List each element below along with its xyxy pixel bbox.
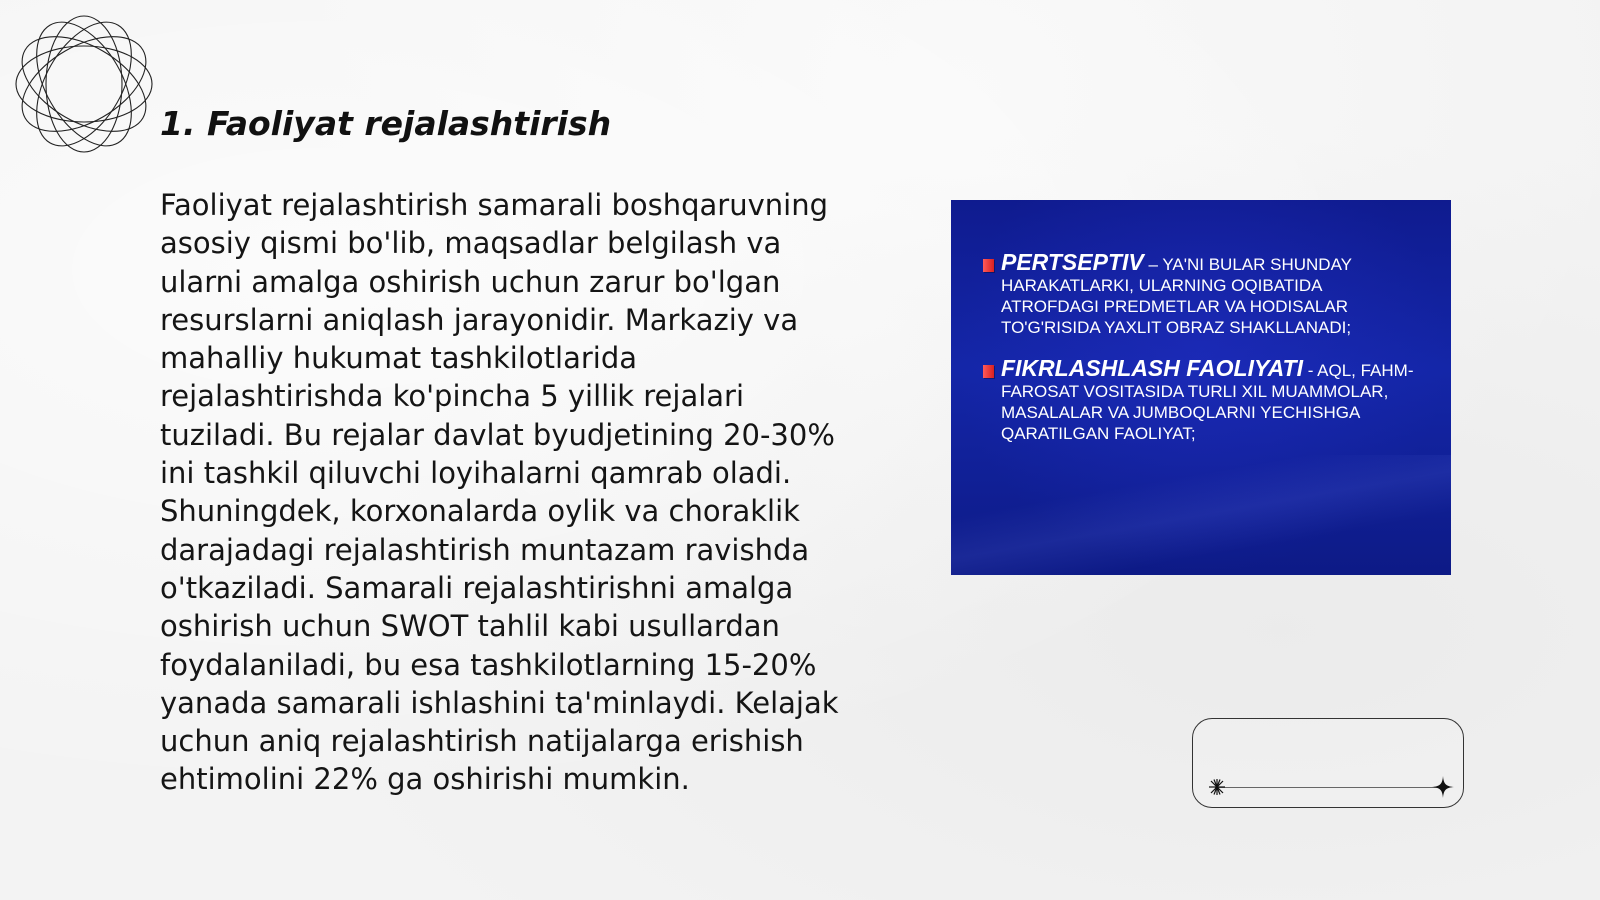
sparkle-icon: [1207, 777, 1227, 797]
bullet-description: – YA'NI BULAR SHUNDAY HARAKATLARKI, ULARNING OQIBATIDA ATROFDAGI PREDMETLAR VA HODISALAR TO'G'RISIDA YAXLIT OBRAZ SHAKLLANADI;: [1001, 255, 1352, 337]
circle-ornament-icon: [10, 10, 158, 158]
decorative-progress-card: [1192, 718, 1464, 808]
slide-body-text: Faoliyat rejalashtirish samarali boshqaruvning asosiy qismi bo'lib, maqsadlar belgilash va ularni amalga oshirish uchun zarur bo'lgan resurslarni aniqlash jarayonidir. Markaziy va mahalliy hukumat tashkilotlarida rejalashtirishda ko'pincha 5 yillik rejalari tuziladi. Bu rejalar davlat byudjetining 20-30% ini tashkil qiluvchi loyihalarni qamrab oladi. Shuningdek, korxonalarda oylik va choraklik darajadagi rejalashtirish muntazam ravishda o'tkaziladi. Samarali rejalashtirishni amalga oshirish uchun SWOT tahlil kabi usullardan foydalaniladi, bu esa tashkilotlarning 15-20% yanada samarali ishlashini ta'minlaydi. Kelajak uchun aniq rejalashtirish natijalarga erishish ehtimolini 22% ga oshirishi mumkin.: [160, 188, 839, 797]
progress-line: [1215, 787, 1439, 788]
image-bullet-perceptive: [983, 249, 1421, 338]
bullet-term: FIKRLASHLASH FAOLIYATI: [1001, 355, 1303, 381]
embedded-slide-image: [951, 200, 1451, 575]
slide-title: 1. Faoliyat rejalashtirish: [160, 104, 612, 143]
bullet-marker-icon: [983, 259, 994, 272]
bullet-marker-icon: [983, 365, 994, 378]
image-bullet-thinking: [983, 355, 1421, 444]
star-icon: [1431, 775, 1455, 799]
bullet-term: PERTSEPTIV: [1001, 249, 1144, 275]
bullet-description: - AQL, FAHM-FAROSAT VOSITASIDA TURLI XIL MUAMMOLAR, MASALALAR VA JUMBOQLARNI YECHISHGA QARATILGAN FAOLIYAT;: [1001, 361, 1414, 443]
